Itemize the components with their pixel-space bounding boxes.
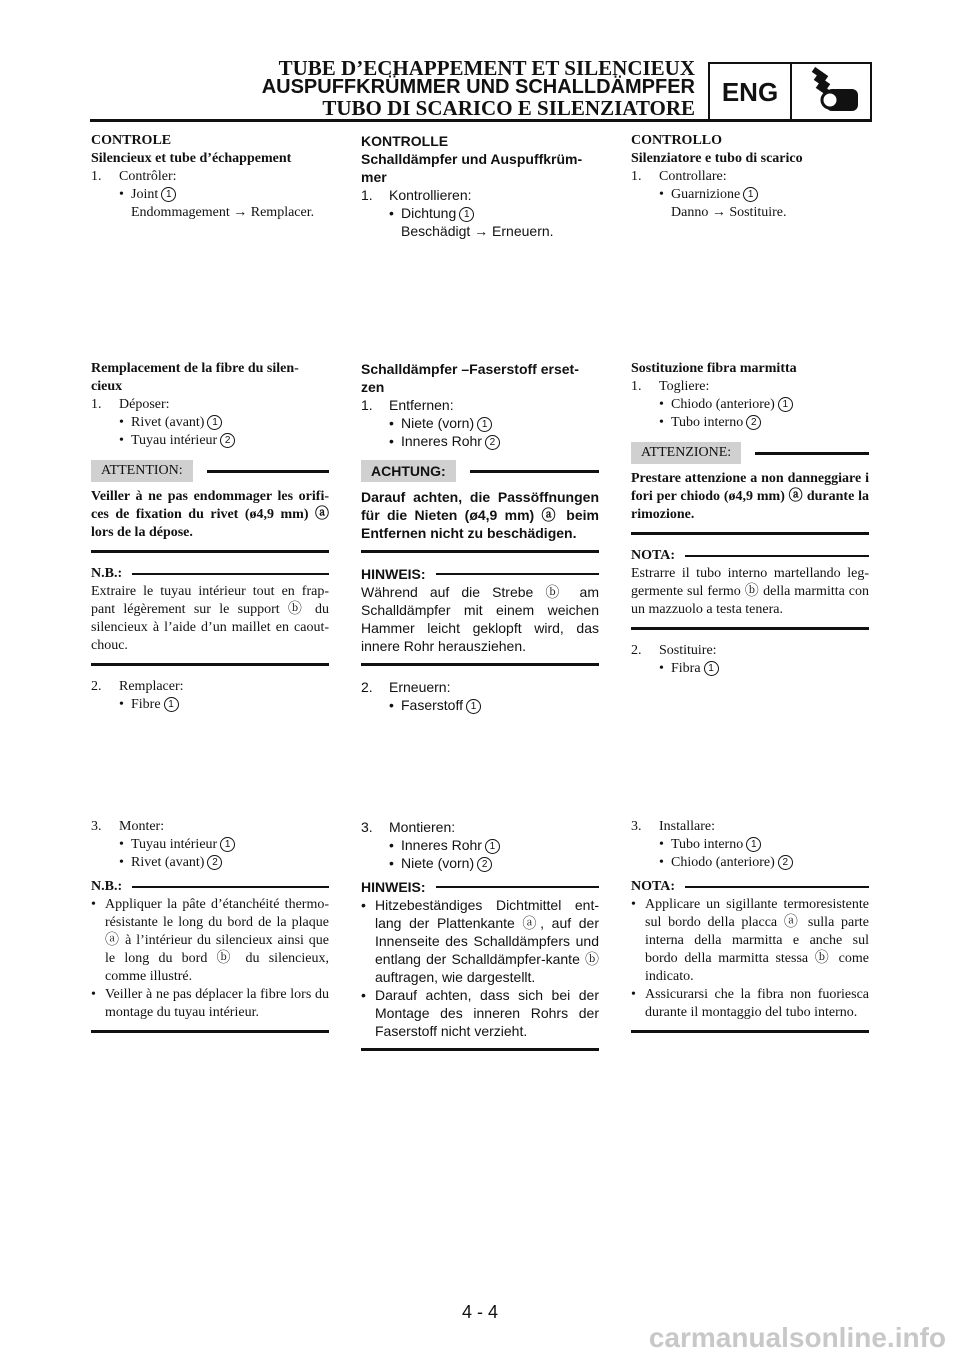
fr-s1-heading: CONTROLE [91, 133, 172, 148]
step-number: 3. [631, 819, 642, 834]
note-bullet: Veiller à ne pas déplacer la fibre lors du montage du tuyau intérieur. [105, 987, 329, 1020]
caution-label: ATTENZIONE: [631, 442, 741, 464]
note-bullet: Appliquer la pâte d’étanchéité thermo-résistante le long du bord de la plaque ⓐ à l’intérieur du silencieux ainsi que le long du bord ⓑ du silencieux, comme illustré. [105, 897, 329, 984]
item-number: 1 [477, 417, 492, 432]
note-label: NOTA: [631, 879, 676, 894]
it-control-section [631, 132, 869, 222]
it-replace-section [631, 360, 869, 678]
it-note1-text: Estrarre il tubo interno martellando leg-germente sul fermo ⓑ della marmitta con un mazzuolo a testa tenera. [631, 565, 869, 630]
item-text: Chiodo (anteriore) [671, 855, 775, 870]
it-s1-item: • Guarnizione 1 [631, 186, 869, 204]
de-s1-step [361, 186, 599, 204]
engine-tool-icon [792, 64, 870, 120]
eng-badge [708, 62, 872, 122]
note-bullet: Applicare un sigillante termoresistente sul bordo della placca ⓐ sulla parte interna della marmitta e anche sul bordo della marmitta stessa ⓑ come indicato. [645, 897, 869, 984]
de-install-section [361, 818, 599, 1063]
it-note2-label-row [631, 878, 869, 896]
item-text: Joint [131, 187, 159, 202]
fr-s2-item2: • Tuyau intérieur 2 [91, 432, 329, 450]
title-fr: TUBE D’ECHAPPEMENT ET SILENCIEUX [278, 56, 695, 80]
it-s4-item1: • Tubo interno 1 [631, 836, 869, 854]
item-text: Niete (vorn) [401, 855, 475, 871]
de-s4-step [361, 818, 599, 836]
fr-note2-label-row [91, 878, 329, 896]
step-text: Déposer: [119, 397, 170, 412]
item-text: Tuyau intérieur [131, 433, 218, 448]
item-text: Fibre [131, 697, 161, 712]
de-control-section [361, 132, 599, 240]
note-bullet: Darauf achten, dass sich bei der Montage des inneren Rohrs der Faserstoff nicht verzieht. [375, 987, 599, 1039]
eng-label: ENG [710, 64, 792, 120]
item-number: 1 [466, 699, 481, 714]
caution-label: ACHTUNG: [361, 460, 456, 482]
item-number: 2 [207, 855, 222, 870]
it-s1-result: Danno → Sostituire. [671, 205, 787, 220]
fr-note1-label-row [91, 565, 329, 583]
de-s3-step [361, 678, 599, 696]
step-text: Entfernen: [389, 397, 454, 413]
item-number: 1 [704, 661, 719, 676]
it-s3-item: • Fibra 1 [631, 660, 869, 678]
step-number: 3. [361, 819, 373, 835]
de-s2-step [361, 396, 599, 414]
item-number: 1 [459, 207, 474, 222]
de-s2-heading: Schalldämpfer –Faserstoff erset-zen [361, 361, 579, 395]
step-number: 1. [361, 187, 373, 203]
step-number: 2. [361, 679, 373, 695]
fr-s4-step [91, 818, 329, 836]
fr-s1-item: • Joint 1 [91, 186, 329, 204]
item-number: 2 [778, 855, 793, 870]
it-s1-heading: CONTROLLO [631, 133, 723, 148]
fr-s2-item1: • Rivet (avant) 1 [91, 414, 329, 432]
it-s2-item2: • Tubo interno 2 [631, 414, 869, 432]
item-text: Inneres Rohr [401, 837, 482, 853]
de-s4-item2: • Niete (vorn) 2 [361, 854, 599, 872]
it-install-section [631, 818, 869, 1045]
fr-install-section [91, 818, 329, 1045]
de-replace-section [361, 360, 599, 714]
item-text: Guarnizione [671, 187, 741, 202]
step-text: Togliere: [659, 379, 710, 394]
note-label: NOTA: [631, 548, 676, 563]
item-number: 1 [161, 187, 176, 202]
step-text: Installare: [659, 819, 715, 834]
it-s4-step [631, 818, 869, 836]
step-number: 2. [631, 643, 642, 658]
note-label: N.B.: [91, 566, 123, 581]
fr-s3-item: • Fibre 1 [91, 696, 329, 714]
fr-s2-heading: Remplacement de la fibre du silen-cieux [91, 361, 299, 394]
fr-replace-section [91, 360, 329, 714]
fr-note1-text: Extraire le tuyau intérieur tout en frap-pant légèrement sur le support ⓑ du silencieux à l’aide d’un maillet en caout-chouc. [91, 583, 329, 666]
item-number: 2 [746, 415, 761, 430]
it-s1-sub: Silenziatore e tubo di scarico [631, 151, 803, 166]
fr-s3-step [91, 678, 329, 696]
fr-s4-item2: • Rivet (avant) 2 [91, 854, 329, 872]
item-number: 1 [746, 837, 761, 852]
item-number: 1 [220, 837, 235, 852]
note-label: HINWEIS: [361, 879, 426, 895]
item-text: Fibra [671, 661, 701, 676]
de-s1-result: Beschädigt → Erneuern. [401, 223, 554, 239]
de-s4-item1: • Inneres Rohr 1 [361, 836, 599, 854]
it-note1-label-row [631, 547, 869, 565]
item-text: Rivet (avant) [131, 855, 205, 870]
de-note1-label-row [361, 565, 599, 583]
step-number: 1. [361, 397, 373, 413]
caution-label: ATTENTION: [91, 460, 193, 482]
de-s2-item1: • Niete (vorn) 1 [361, 414, 599, 432]
it-s4-item2: • Chiodo (anteriore) 2 [631, 854, 869, 872]
de-caution-text: Darauf achten, die Passöffnungen für die Nieten (ø4,9 mm) ⓐ beim Entfernen nicht zu beschädigen. [361, 488, 599, 553]
note-label: N.B.: [91, 879, 123, 894]
fr-s2-step [91, 396, 329, 414]
de-note2-body: • Hitzebeständiges Dichtmittel ent-lang der Plattenkante ⓐ, auf der Innenseite des Schalldämpfers und entlang der Schalldämpfer-kante ⓑ auftragen, wie dargestellt. • Darauf achten, dass sich bei der Montage des inneren Rohrs der Faserstoff nicht verzieht. [361, 896, 599, 1051]
de-note1-text: Während auf die Strebe ⓑ am Schalldämpfer mit einem weichen Hammer leicht geklopft wird, das innere Rohr herausziehen. [361, 583, 599, 666]
it-s1-step [631, 168, 869, 186]
it-caution-label-row [631, 442, 869, 464]
note-bullet: Assicurarsi che la fibra non fuoriesca durante il montaggio del tubo interno. [645, 987, 869, 1020]
title-it: TUBO DI SCARICO E SILENZIATORE [322, 96, 695, 120]
item-text: Tubo interno [671, 415, 744, 430]
step-text: Controllare: [659, 169, 727, 184]
it-s3-step [631, 642, 869, 660]
it-s2-heading: Sostituzione fibra marmitta [631, 361, 797, 376]
item-number: 1 [778, 397, 793, 412]
item-text: Rivet (avant) [131, 415, 205, 430]
de-s1-item: • Dichtung 1 [361, 204, 599, 222]
it-s2-item1: • Chiodo (anteriore) 1 [631, 396, 869, 414]
step-text: Sostituire: [659, 643, 717, 658]
step-text: Erneuern: [389, 679, 451, 695]
step-number: 1. [91, 397, 102, 412]
page-number: 4 - 4 [461, 1302, 499, 1322]
step-text: Monter: [119, 819, 165, 834]
de-s3-item: • Faserstoff 1 [361, 696, 599, 714]
fr-caution-text: Veiller à ne pas endommager les orifi-ces de fixation du rivet (ø4,9 mm) ⓐ lors de la dépose. [91, 488, 329, 553]
item-text: Inneres Rohr [401, 433, 482, 449]
step-number: 1. [631, 379, 642, 394]
item-text: Dichtung [401, 205, 457, 221]
step-number: 2. [91, 679, 102, 694]
watermark: carmanualsonline.info [648, 1322, 946, 1353]
item-text: Niete (vorn) [401, 415, 475, 431]
note-bullet: Hitzebeständiges Dichtmittel ent-lang der Plattenkante ⓐ, auf der Innenseite des Schalldämpfers und entlang der Schalldämpfer-kante ⓑ auftragen, wie dargestellt. [375, 897, 599, 985]
item-text: Chiodo (anteriore) [671, 397, 775, 412]
de-s1-heading: KONTROLLE [361, 133, 449, 149]
title-de: AUSPUFFKRÜMMER UND SCHALLDÄMPFER [261, 76, 695, 98]
step-text: Montieren: [389, 819, 456, 835]
de-note2-label-row [361, 878, 599, 896]
fr-note2-body: • Appliquer la pâte d’étanchéité thermo-résistante le long du bord de la plaque ⓐ à l’intérieur du silencieux ainsi que le long du bord ⓑ du silencieux, comme illustré. • Veiller à ne pas déplacer la fibre lors du montage du tuyau intérieur. [91, 896, 329, 1033]
step-number: 1. [631, 169, 642, 184]
item-number: 1 [743, 187, 758, 202]
fr-s4-item1: • Tuyau intérieur 1 [91, 836, 329, 854]
it-s2-step [631, 378, 869, 396]
step-text: Contrôler: [119, 169, 177, 184]
de-s2-item2: • Inneres Rohr 2 [361, 432, 599, 450]
it-note2-body: • Applicare un sigillante termoresistente sul bordo della placca ⓐ sulla parte interna della marmitta e anche sul bordo della marmitta stessa ⓑ come indicato. • Assicurarsi che la fibra non fuoriesca durante il montaggio del tubo interno. [631, 896, 869, 1033]
fr-s1-result: Endommagement → Remplacer. [131, 205, 315, 220]
de-s1-sub: Schalldämpfer und Auspuffkrüm-mer [361, 151, 583, 185]
fr-caution-label-row [91, 460, 329, 482]
step-text: Remplacer: [119, 679, 184, 694]
item-text: Tubo interno [671, 837, 744, 852]
step-number: 3. [91, 819, 102, 834]
item-number: 1 [207, 415, 222, 430]
fr-s1-sub: Silencieux et tube d’échappement [91, 151, 292, 166]
fr-s1-step [91, 168, 329, 186]
note-label: HINWEIS: [361, 566, 426, 582]
step-number: 1. [91, 169, 102, 184]
item-number: 2 [477, 857, 492, 872]
item-number: 2 [485, 435, 500, 450]
item-text: Faserstoff [401, 697, 463, 713]
item-text: Tuyau intérieur [131, 837, 218, 852]
item-number: 2 [220, 433, 235, 448]
item-number: 1 [485, 839, 500, 854]
it-caution-text: Prestare attenzione a non danneggiare i fori per chiodo (ø4,9 mm) ⓐ durante la rimozione. [631, 470, 869, 535]
fr-control-section [91, 132, 329, 222]
step-text: Kontrollieren: [389, 187, 472, 203]
de-caution-label-row [361, 460, 599, 482]
item-number: 1 [164, 697, 179, 712]
